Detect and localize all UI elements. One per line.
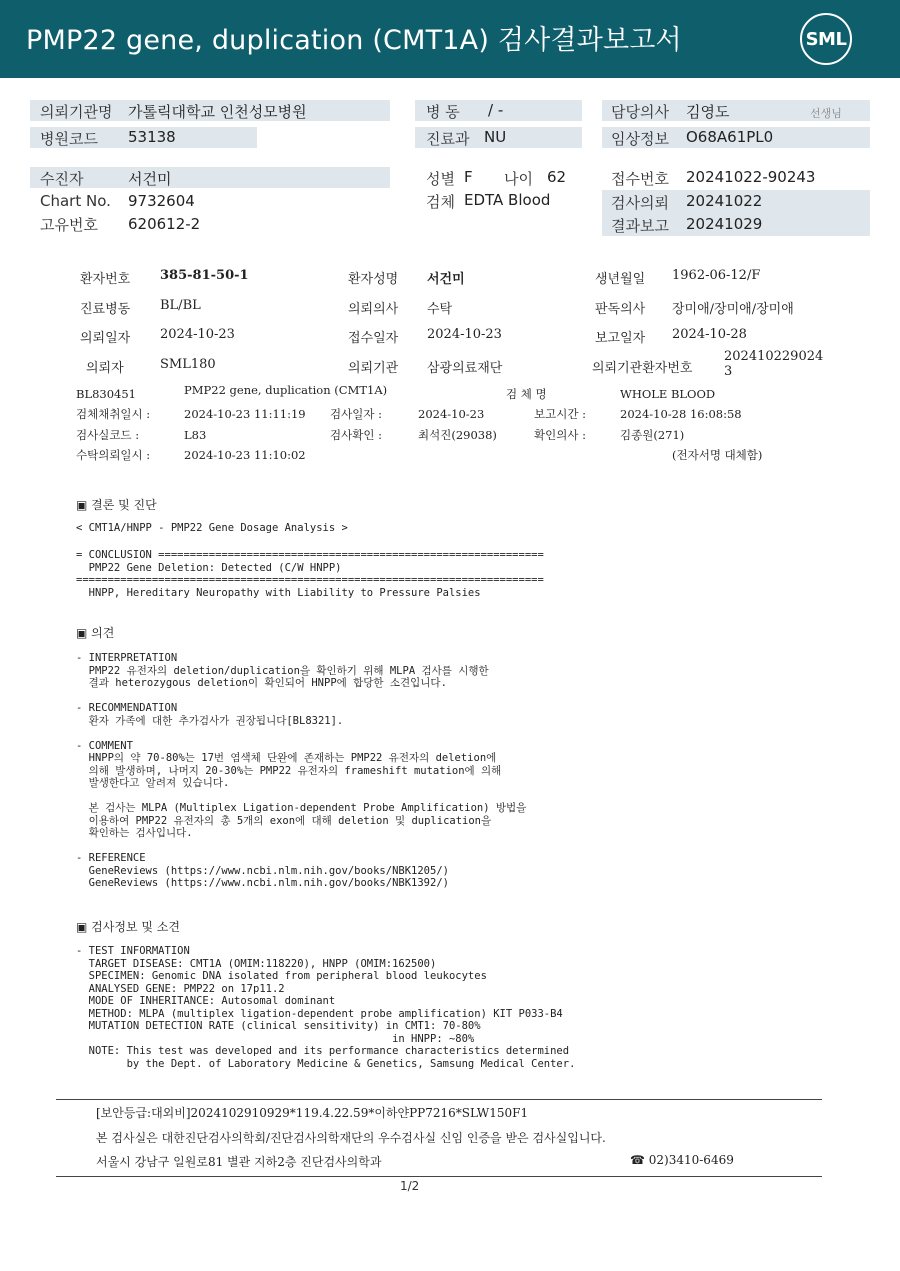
sex-value: F	[464, 168, 473, 186]
test-info-line: ANALYSED GENE: PMP22 on 17p11.2	[76, 982, 285, 995]
unique-label: 고유번호	[40, 216, 98, 234]
requester-value: SML180	[160, 357, 216, 372]
opinion-line: 결과 heterozygous deletion이 확인되어 HNPP에 합당한 소견입니다.	[76, 677, 447, 689]
opinion-line: - COMMENT	[76, 739, 133, 752]
confirm-value: 최석진(29038)	[418, 428, 497, 442]
clinical-value: O68A61PL0	[686, 128, 774, 146]
requester-label: 의뢰자	[86, 361, 124, 376]
spec-value: WHOLE BLOOD	[620, 387, 716, 401]
test-info-heading: ▣ 검사정보 및 소견	[76, 920, 180, 934]
conclusion-heading: ▣ 결론 및 진단	[76, 498, 157, 512]
req-doc-value: 수탁	[427, 302, 453, 317]
dept-label: 진료과	[426, 130, 470, 148]
opinion-line	[76, 790, 526, 803]
receipt-label: 접수번호	[611, 170, 669, 188]
opinion-line	[76, 840, 526, 853]
opinion-line: - INTERPRETATION	[76, 652, 178, 664]
hospital-code-label: 병원코드	[40, 130, 98, 148]
test-info-line: NOTE: This test was developed and its performance characteristics determined	[76, 1045, 570, 1057]
confirm-doc-value: 김종원(271)	[620, 428, 685, 442]
opinion-line	[76, 727, 526, 740]
chart-value: 9732604	[128, 192, 195, 210]
test-info-line: in HNPP: ~80%	[76, 1032, 475, 1045]
opinion-line: - RECOMMENDATION	[76, 702, 178, 714]
exam-date-value: 2024-10-23	[418, 407, 485, 421]
opinion-line: - REFERENCE	[76, 852, 146, 864]
test-info-line: by the Dept. of Laboratory Medicine & Genetics, Samsung Medical Center.	[76, 1057, 576, 1070]
confirm-label: 검사확인 :	[330, 428, 382, 442]
address-line: 서울시 강남구 일원로81 별관 지하2층 진단검사의학과	[96, 1155, 382, 1169]
rpt-date-value: 2024-10-28	[672, 327, 747, 342]
dob-value: 1962-06-12/F	[672, 268, 761, 283]
opinion-line: 환자 가족에 대한 추가검사가 권장됩니다[BL8321].	[76, 714, 344, 727]
clinical-label: 임상정보	[611, 130, 669, 148]
opinion-block	[76, 652, 526, 890]
page-number: 1/2	[400, 1179, 420, 1193]
reader-label: 판독의사	[595, 302, 646, 317]
inst-pt-no-value-2: 3	[724, 364, 733, 379]
test-info-line: MUTATION DETECTION RATE (clinical sensitivity) in CMT1: 70-80%	[76, 1020, 481, 1032]
inst-pt-no-value-1: 202410229024	[724, 349, 824, 364]
spec-label: 검 체 명	[506, 387, 547, 401]
pt-name-value: 서건미	[427, 272, 465, 287]
esign-note: (전자서명 대체함)	[672, 448, 763, 462]
opinion-line: 의해 발생하며, 나머지 20-30%는 PMP22 유전자의 frameshift mutation에 의해	[76, 764, 502, 777]
report-value: 20241029	[686, 215, 763, 233]
inst-pt-no-label: 의뢰기관환자번호	[592, 361, 693, 376]
test-info-line: MODE OF INHERITANCE: Autosomal dominant	[76, 995, 336, 1007]
patient-label: 수진자	[40, 170, 84, 188]
report-header	[0, 0, 900, 78]
chart-label: Chart No.	[40, 192, 111, 210]
confirm-doc-label: 확인의사 :	[534, 428, 586, 442]
age-label: 나이	[504, 170, 533, 188]
unique-value: 620612-2	[128, 215, 201, 233]
conclusion-line-4: HNPP, Hereditary Neuropathy with Liability to Pressure Palsies	[76, 587, 481, 599]
test-info-line: TARGET DISEASE: CMT1A (OMIM:118220), HNPP (OMIM:162500)	[76, 957, 437, 970]
opinion-line	[76, 690, 526, 703]
test-info-line: - TEST INFORMATION	[76, 945, 190, 957]
sex-label: 성별	[426, 170, 455, 188]
doctor-value: 김영도	[686, 103, 730, 121]
reader-value: 장미애/장미애/장미애	[672, 302, 794, 317]
ward2-value: BL/BL	[160, 298, 201, 313]
consign-value: 2024-10-23 11:10:02	[184, 448, 306, 462]
opinion-line: 이용하여 PMP22 유전자의 총 5개의 exon에 대해 deletion 및 duplication을	[76, 814, 492, 827]
footer-top-rule	[56, 1099, 822, 1100]
test-info-block	[76, 945, 575, 1070]
doctor-label: 담당의사	[611, 103, 669, 121]
request-value: 20241022	[686, 192, 763, 210]
report-time-value: 2024-10-28 16:08:58	[620, 407, 742, 421]
req-date-label: 의뢰일자	[80, 331, 131, 346]
doctor-suffix: 선생님	[810, 107, 842, 120]
pt-no-label: 환자번호	[80, 272, 131, 287]
conclusion-subtitle: < CMT1A/HNPP - PMP22 Gene Dosage Analysis >	[76, 522, 348, 534]
consign-label: 수탁의뢰일시 :	[76, 448, 151, 462]
opinion-line: 확인하는 검사입니다.	[76, 827, 193, 839]
test-name: PMP22 gene, duplication (CMT1A)	[184, 383, 388, 397]
opinion-heading: ▣ 의견	[76, 626, 115, 640]
ward-value: / -	[488, 101, 504, 119]
pt-no-value: 385-81-50-1	[160, 268, 249, 283]
req-doc-label: 의뢰의사	[348, 302, 399, 317]
opinion-line: 본 검사는 MLPA (Multiplex Ligation-dependent Probe Amplification) 방법을	[76, 802, 527, 814]
footer-bottom-rule	[56, 1176, 822, 1177]
patient-bar	[30, 167, 390, 188]
test-info-line: SPECIMEN: Genomic DNA isolated from peripheral blood leukocytes	[76, 970, 487, 982]
receipt-value: 20241022-90243	[686, 168, 816, 186]
dept-value: NU	[484, 128, 507, 146]
opinion-line: 발생한다고 알려져 있습니다.	[76, 777, 230, 789]
specimen-value: EDTA Blood	[464, 191, 551, 209]
specimen-label: 검체	[426, 193, 455, 211]
rpt-date-label: 보고일자	[595, 331, 646, 346]
test-code: BL830451	[76, 387, 136, 401]
rcv-date-value: 2024-10-23	[427, 327, 502, 342]
phone-line: ☎ 02)3410-6469	[630, 1153, 734, 1167]
sml-logo	[800, 13, 852, 65]
request-label: 검사의뢰	[611, 194, 669, 212]
report-title: PMP22 gene, duplication (CMT1A) 검사결과보고서	[26, 25, 682, 56]
collect-value: 2024-10-23 11:11:19	[184, 407, 306, 421]
report-label: 결과보고	[611, 217, 669, 235]
req-date-value: 2024-10-23	[160, 327, 235, 342]
opinion-line: GeneReviews (https://www.ncbi.nlm.nih.gov/books/NBK1205/)	[76, 864, 449, 877]
dob-label: 생년월일	[595, 272, 646, 287]
opinion-line: HNPP의 약 70-80%는 17번 염색체 단완에 존재하는 PMP22 유전자의 deletion에	[76, 752, 497, 764]
institution-value: 가톨릭대학교 인천성모병원	[128, 103, 307, 121]
lab-code-label: 검사실코드 :	[76, 428, 140, 442]
ward2-label: 진료병동	[80, 302, 131, 317]
conclusion-line-2: PMP22 Gene Deletion: Detected (C/W HNPP)	[76, 562, 342, 574]
opinion-line: GeneReviews (https://www.ncbi.nlm.nih.gov/books/NBK1392/)	[76, 877, 449, 889]
exam-date-label: 검사일자 :	[330, 407, 382, 421]
conclusion-line-3: ==========================================================================	[76, 574, 544, 586]
pt-name-label: 환자성명	[348, 272, 399, 287]
ward-label: 병 동	[426, 103, 460, 121]
hospital-code-value: 53138	[128, 128, 176, 146]
report-time-label: 보고시간 :	[534, 407, 586, 421]
opinion-line: PMP22 유전자의 deletion/duplication을 확인하기 위해 MLPA 검사를 시행한	[76, 664, 489, 677]
req-inst-value: 삼광의료재단	[427, 361, 503, 376]
certification-line: 본 검사실은 대한진단검사의학회/진단검사의학재단의 우수검사실 신임 인증을 받은 검사실입니다.	[96, 1131, 606, 1145]
institution-label: 의뢰기관명	[40, 103, 113, 121]
logo-text: SML	[805, 29, 847, 50]
age-value: 62	[547, 168, 567, 186]
lab-code-value: L83	[184, 428, 207, 442]
req-inst-label: 의뢰기관	[348, 361, 399, 376]
conclusion-line-1: = CONCLUSION =============================================================	[76, 549, 544, 561]
security-line: [보안등급:대외비]2024102910929*119.4.22.59*이하얀PP7216*SLW150F1	[96, 1106, 529, 1120]
rcv-date-label: 접수일자	[348, 331, 399, 346]
patient-value: 서건미	[128, 170, 172, 188]
test-info-line: METHOD: MLPA (multiplex ligation-dependent probe amplification) KIT P033-B4	[76, 1007, 563, 1020]
collect-label: 검체채취일시 :	[76, 407, 151, 421]
